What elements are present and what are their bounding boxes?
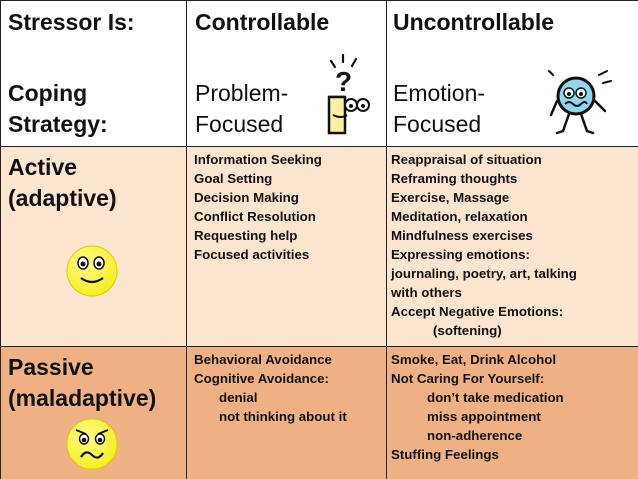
passive-row bbox=[1, 347, 638, 479]
uncontrollable-heading: Uncontrollable bbox=[393, 9, 555, 35]
passive-problem-cell bbox=[187, 347, 387, 479]
list-item: Focused activities bbox=[194, 247, 310, 262]
list-item: don’t take medication bbox=[427, 390, 564, 405]
list-item: Behavioral Avoidance bbox=[194, 352, 332, 367]
list-item: Requesting help bbox=[194, 228, 298, 243]
list-item: Conflict Resolution bbox=[194, 209, 316, 224]
emotion-focused-line2: Focused bbox=[393, 111, 482, 137]
stressor-label: Stressor Is: bbox=[8, 9, 135, 35]
active-label-line2: (adaptive) bbox=[8, 185, 117, 211]
passive-label-cell bbox=[1, 347, 187, 479]
list-item: Smoke, Eat, Drink Alcohol bbox=[391, 352, 557, 367]
coping-label-line1: Coping bbox=[8, 80, 88, 106]
header-cell-label bbox=[1, 1, 187, 147]
controllable-heading: Controllable bbox=[195, 9, 330, 35]
worried-figure-icon bbox=[547, 71, 613, 141]
list-item: with others bbox=[391, 285, 462, 300]
list-item: denial bbox=[219, 390, 258, 405]
smiley-face-icon bbox=[65, 244, 119, 298]
passive-problem-list bbox=[194, 350, 347, 426]
active-row bbox=[1, 147, 638, 347]
coping-label-line2: Strategy: bbox=[8, 111, 108, 137]
passive-label-line2: (maladaptive) bbox=[8, 385, 157, 411]
frowning-face-icon bbox=[65, 417, 119, 471]
problem-focused-line2: Focused bbox=[195, 111, 284, 137]
list-item: non-adherence bbox=[427, 428, 523, 443]
active-label-cell bbox=[1, 147, 187, 347]
active-label-line1: Active bbox=[8, 154, 78, 180]
list-item: (softening) bbox=[433, 323, 502, 338]
list-item: Information Seeking bbox=[194, 152, 322, 167]
list-item: Meditation, relaxation bbox=[391, 209, 528, 224]
active-emotion-list bbox=[391, 150, 577, 340]
list-item: Reappraisal of situation bbox=[391, 152, 542, 167]
list-item: Accept Negative Emotions: bbox=[391, 304, 564, 319]
list-item: Exercise, Massage bbox=[391, 190, 510, 205]
active-problem-cell bbox=[187, 147, 387, 347]
active-problem-list bbox=[194, 150, 322, 264]
list-item: Decision Making bbox=[194, 190, 299, 205]
passive-emotion-list bbox=[391, 350, 564, 464]
header-cell-uncontrollable bbox=[387, 1, 638, 147]
list-item: Stuffing Feelings bbox=[391, 447, 499, 462]
passive-label-line1: Passive bbox=[8, 354, 94, 380]
list-item: Expressing emotions: bbox=[391, 247, 530, 262]
active-emotion-cell bbox=[387, 147, 638, 347]
list-item: miss appointment bbox=[427, 409, 541, 424]
header-cell-controllable bbox=[187, 1, 387, 147]
list-item: Mindfulness exercises bbox=[391, 228, 533, 243]
header-row bbox=[1, 1, 638, 147]
list-item: journaling, poetry, art, talking bbox=[391, 266, 577, 281]
list-item: Reframing thoughts bbox=[391, 171, 518, 186]
list-item: Goal Setting bbox=[194, 171, 273, 186]
list-item: not thinking about it bbox=[219, 409, 347, 424]
list-item: Cognitive Avoidance: bbox=[194, 371, 329, 386]
emotion-focused-line1: Emotion- bbox=[393, 80, 486, 106]
svg-text:?: ? bbox=[335, 66, 353, 97]
list-item: Not Caring For Yourself: bbox=[391, 371, 545, 386]
problem-focused-line1: Problem- bbox=[195, 80, 289, 106]
passive-emotion-cell bbox=[387, 347, 638, 479]
question-thinker-icon bbox=[321, 53, 371, 133]
